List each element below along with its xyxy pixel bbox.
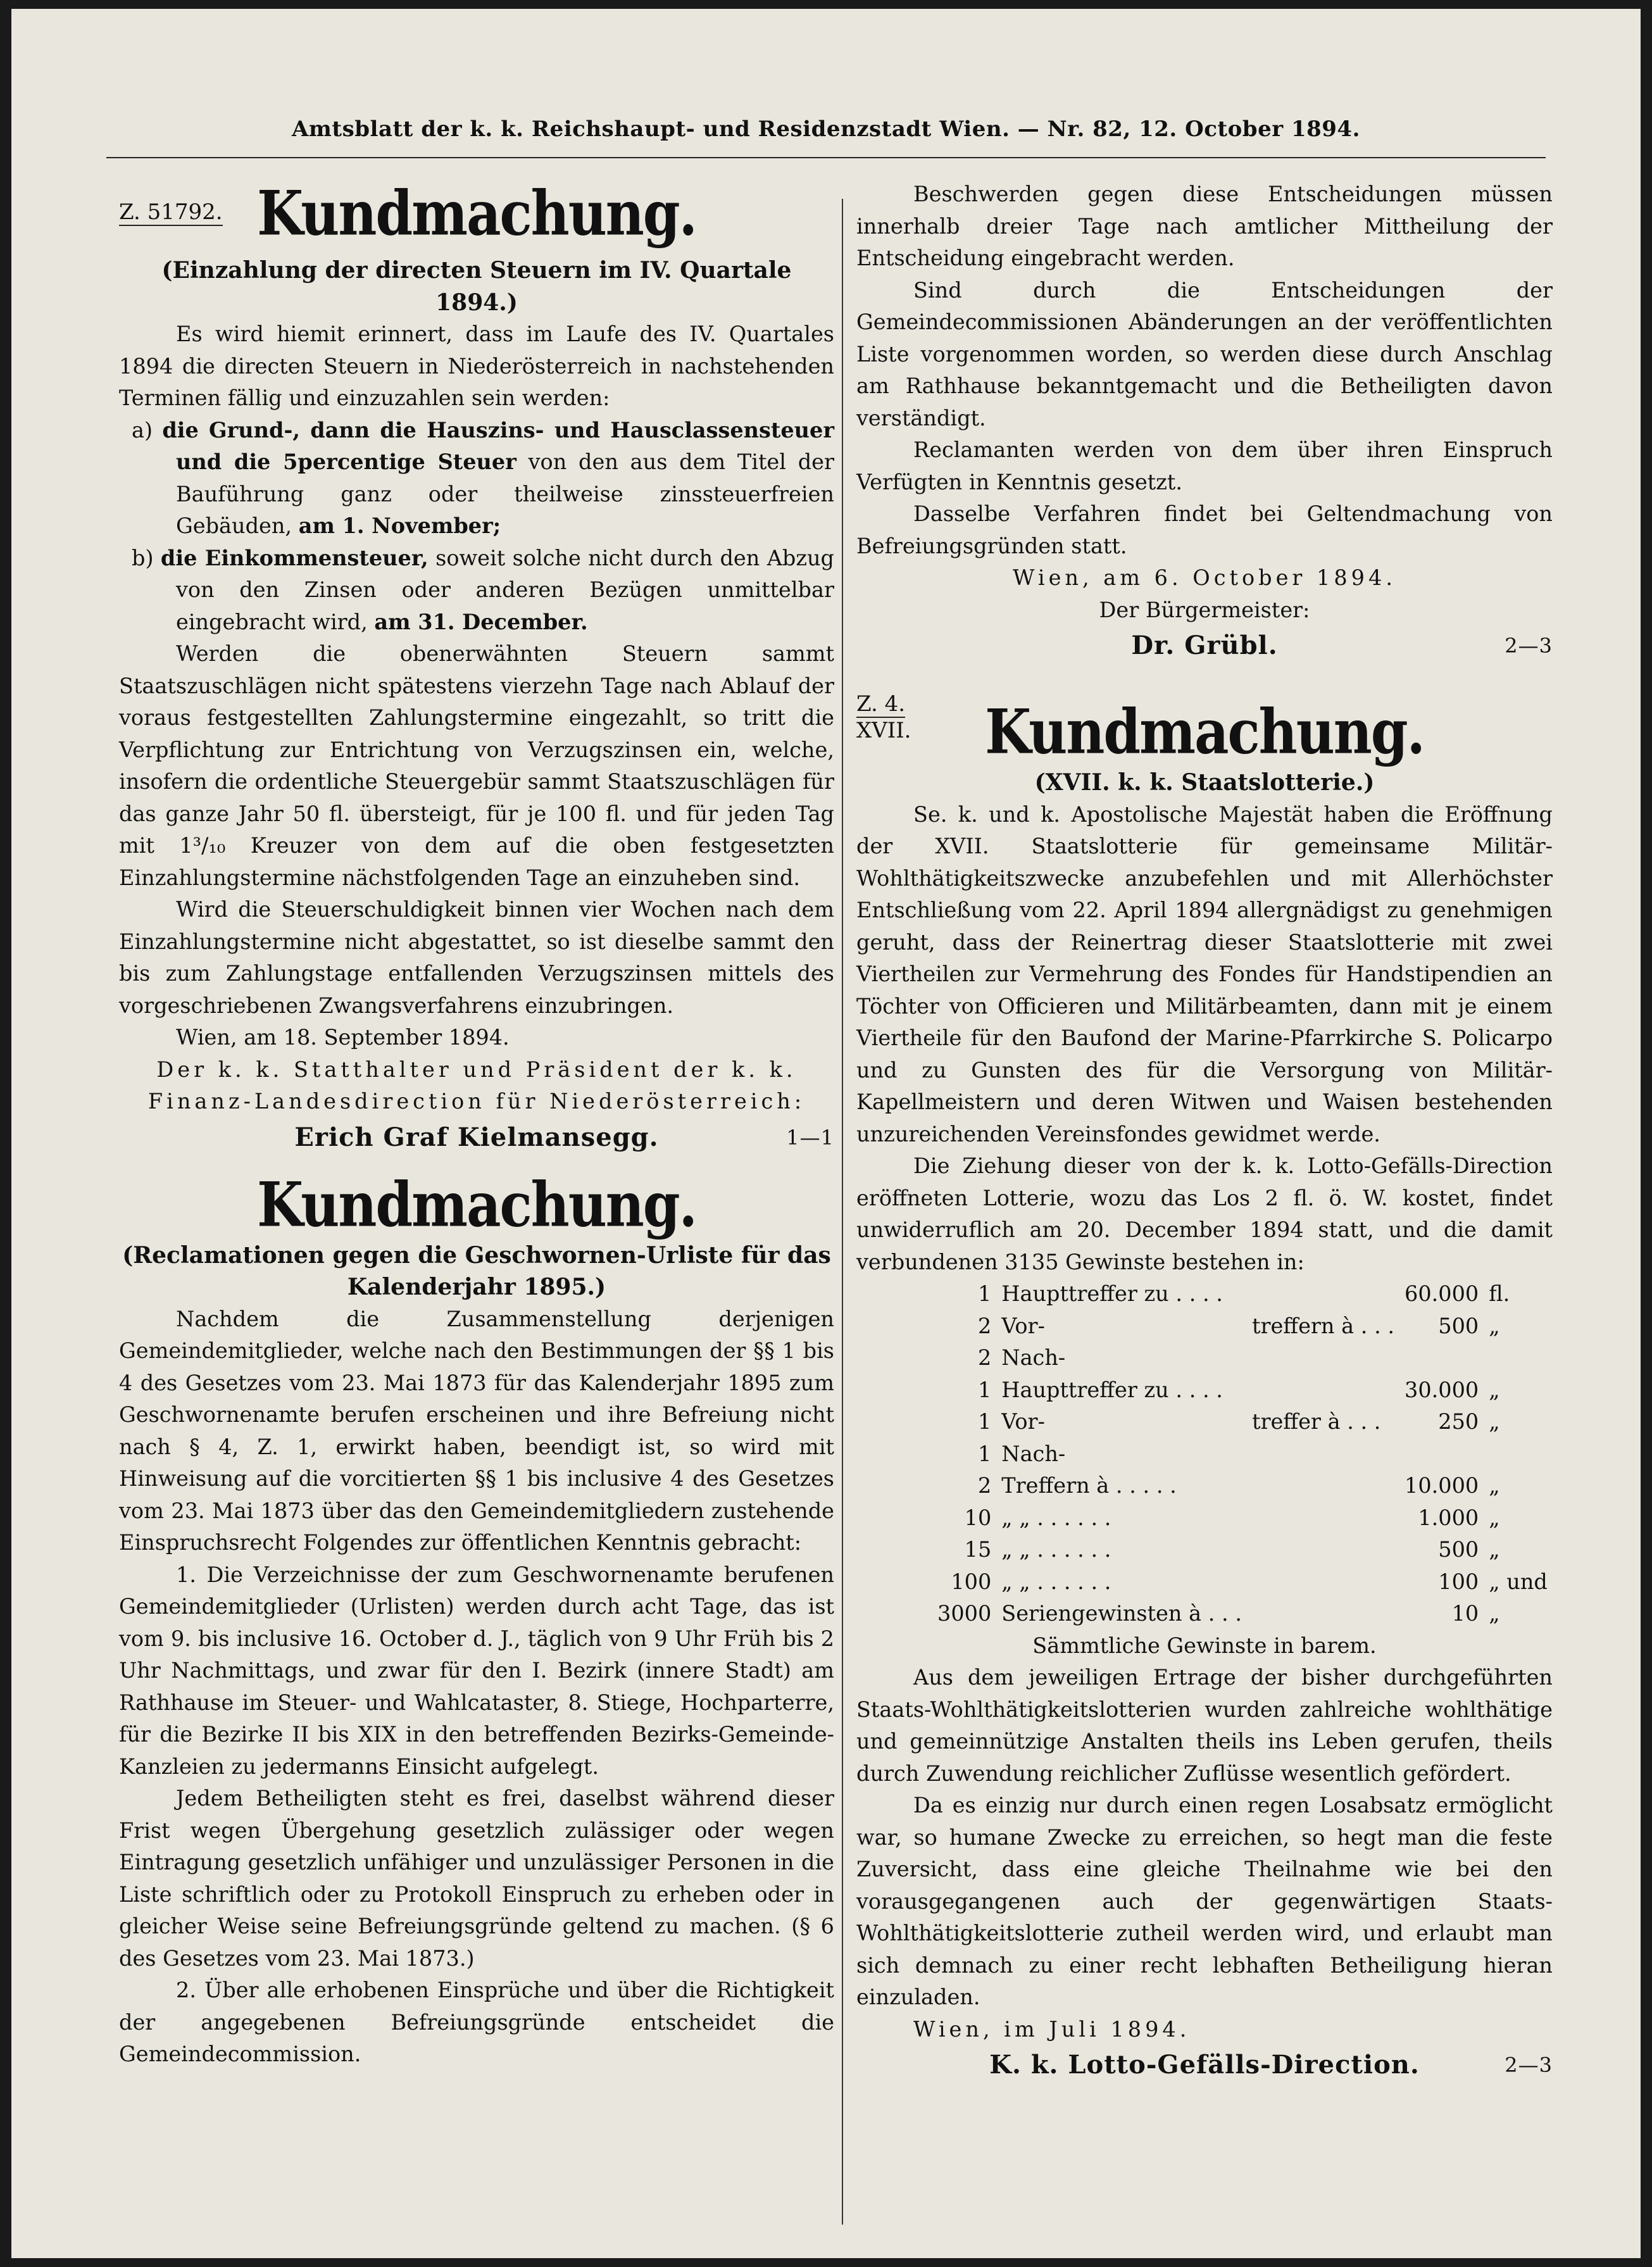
prize-count: 2 (977, 1313, 992, 1338)
notice1-signature-num: 1—1 (786, 1125, 834, 1150)
prize-label: „ „ . . . . . . (1001, 1569, 1111, 1594)
prize-brace (1247, 1502, 1399, 1535)
notice2-para2: 1. Die Verzeichnisse der zum Geschwornenamte berufenen Gemeindemitglieder (Urlisten) werden durch acht Tage, das ist vom 9. bis inclusive 16. October d. J., täglich von 9 Uhr Früh bis 2 Uhr Nachmittags, und zwar für den I. Bezirk (innere Stadt) am Rathhause im Steuer- und Wahlcataster, 8. Stiege, Hochparterre, für die Bezirke II bis XIX in den betreffenden Bezirks-Gemeinde-Kanzleien zu jedermanns Einsicht aufgelegt. (119, 1562, 834, 1779)
prize-amount: 60.000 (1405, 1281, 1479, 1306)
notice1-headline (119, 179, 834, 254)
prize-count: 2 (977, 1345, 992, 1370)
column-divider (842, 199, 843, 2225)
prize-brace (1247, 1278, 1399, 1310)
notice2-para4: 2. Über alle erhobenen Einsprüche und über die Richtigkeit der angegebenen Befreiungsgründe entscheidet die Gemeindecommission. (119, 1978, 834, 2066)
prize-count: 1 (977, 1281, 992, 1306)
prizes-note: Sämmtliche Gewinste in barem. (1032, 1633, 1377, 1658)
prize-amount: 250 (1438, 1409, 1479, 1434)
prize-unit: fl. (1489, 1281, 1510, 1306)
prize-row (932, 1342, 1553, 1374)
notice2-para3: Jedem Betheiligten steht es frei, daselbst während dieser Frist wegen Übergehung gesetzlich zulässiger oder wegen Eintragung gesetzlich unfähiger und unzulässiger Personen in die Liste schriftlich oder zu Protokoll Einspruch zu erheben oder in gleicher Weise seine Befreiungsgründe geltend zu machen. (§ 6 des Gesetzes vom 23. Mai 1873.) (119, 1786, 834, 1971)
prize-row (932, 1502, 1553, 1535)
notice1-authority: Der k. k. Statthalter und Präsident der k. k. Finanz-Landesdirection für Niederösterreich: (147, 1057, 806, 1114)
prize-amount: 500 (1438, 1537, 1479, 1562)
notice1-para3: Wird die Steuerschuldigkeit binnen vier Wochen nach dem Einzahlungstermine nicht abgestattet, so ist dieselbe sammt den bis zum Zahlungstage entfallenden Verzugszinsen mittels des vorgeschriebenen Zwangsverfahrens einzubringen. (119, 897, 834, 1018)
notice1-para2: Werden die obenerwähnten Steuern sammt Staatszuschlägen nicht spätestens vierzehn Tage nach Ablauf der voraus festgestellten Zahlungstermine eingezahlt, so tritt die Verpflichtung zur Entrichtung von Verzugszinsen ein, welche, insofern die ordentliche Steuergebür sammt Staatszuschlägen für das ganze Jahr 50 fl. übersteigt, für je 100 fl. und für jeden Tag mit 1³/₁₀ Kreuzer von dem auf die oben festgesetzten Einzahlungstermine nächstfolgenden Tage an einzuheben sind. (119, 641, 834, 890)
prize-label: „ „ . . . . . . (1001, 1537, 1111, 1562)
cont-signature: Dr. Grübl. (1131, 631, 1278, 660)
prize-brace (1247, 1470, 1399, 1502)
prize-amount (1399, 1438, 1484, 1471)
notice3-ref2: XVII. (856, 718, 911, 743)
prize-count: 100 (951, 1569, 992, 1594)
prize-label: Haupttreffer zu . . . . (1001, 1377, 1223, 1402)
prize-count: 10 (964, 1505, 992, 1530)
prize-brace (1247, 1566, 1399, 1598)
prize-row (932, 1278, 1553, 1310)
prize-amount: 10.000 (1405, 1473, 1479, 1498)
notice1-signature: Erich Graf Kielmansegg. (294, 1122, 659, 1152)
prize-label: „ „ . . . . . . (1001, 1505, 1111, 1530)
prize-unit: „ (1489, 1505, 1500, 1530)
prize-brace (1247, 1534, 1399, 1566)
prize-unit (1484, 1342, 1553, 1374)
notice1-signature-row (119, 1118, 834, 1157)
prize-count: 3000 (937, 1601, 992, 1626)
prize-brace: treffern à . . . (1251, 1313, 1395, 1338)
prize-brace: treffer à . . . (1251, 1409, 1381, 1434)
prize-amount: 10 (1451, 1601, 1479, 1626)
prize-unit (1484, 1438, 1553, 1471)
prize-unit: „ (1489, 1377, 1500, 1402)
prize-count: 15 (964, 1537, 992, 1562)
notice1-heading: Kundmachung. (257, 177, 696, 249)
notice3-ref: Z. 4. XVII. (856, 691, 911, 743)
notice1-item-a: a) die Grund-, dann die Hauszins- und Hausclassensteuer und die 5percentige Steuer von den aus dem Titel der Bauführung ganz oder theilweise zinssteuerfreien Gebäuden, am 1. November; (132, 417, 834, 538)
prize-amount: 1.000 (1418, 1505, 1479, 1530)
prize-row (932, 1566, 1553, 1598)
notice3-headline (856, 684, 1553, 767)
notice1-dateline: Wien, am 18. September 1894. (176, 1025, 510, 1050)
notice1-intro: Es wird hiemit erinnert, dass im Laufe des IV. Quartales 1894 die directen Steuern in Niederösterreich in nachstehenden Terminen fällig und einzuzahlen sein werden: (119, 322, 834, 410)
notice1-ref: Z. 51792. (119, 199, 223, 225)
prize-row (932, 1406, 1553, 1438)
prize-unit: „ (1489, 1537, 1500, 1562)
prize-unit: „ (1489, 1601, 1500, 1626)
notice2-subtitle: (Reclamationen gegen die Geschwornen-Urliste für das Kalenderjahr 1895.) (122, 1241, 831, 1300)
running-title: Amtsblatt der k. k. Reichshaupt- und Residenzstadt Wien. — Nr. 82, 12. October 1894. (292, 116, 1360, 142)
notice3-para4: Da es einzig nur durch einen regen Losabsatz ermöglicht war, so humane Zwecke zu erreichen, so hegt man die feste Zuversicht, dass eine gleiche Theilnahme wie bei den vorausgegangenen auch der gegenwärtigen Staats-Wohlthätigkeitslotterie zutheil werden wird, und erlaubt man sich demnach zu einer recht lebhaften Betheiligung hieran einzuladen. (856, 1793, 1553, 2009)
page (11, 9, 1641, 2258)
prize-label: Haupttreffer zu . . . . (1001, 1281, 1223, 1306)
prize-brace (1247, 1342, 1399, 1374)
cont-signature-row (856, 626, 1553, 665)
prize-count: 1 (977, 1441, 992, 1466)
right-column (856, 179, 1553, 2085)
notice1-subtitle: (Einzahlung der directen Steuern im IV. Quartale 1894.) (161, 257, 792, 316)
notice3-subtitle: (XVII. k. k. Staatslotterie.) (1034, 769, 1375, 796)
cont-dateline: Wien, am 6. October 1894. (1013, 565, 1396, 590)
prize-label: Treffern à . . . . . (1001, 1473, 1177, 1498)
notice3-signature: K. k. Lotto-Gefälls-Direction. (989, 2050, 1420, 2080)
prize-label: Nach- (1001, 1345, 1066, 1370)
notice3-signature-num: 2—3 (1505, 2053, 1553, 2077)
prize-table (932, 1278, 1553, 1630)
prize-count: 1 (977, 1409, 992, 1434)
running-header (11, 116, 1641, 142)
prize-row (932, 1534, 1553, 1566)
notice3-para2: Die Ziehung dieser von der k. k. Lotto-Gefälls-Direction eröffneten Lotterie, wozu das Los 2 fl. ö. W. kostet, findet unwiderruflich am 20. December 1894 statt, und die damit verbundenen 3135 Gewinste bestehen in: (856, 1153, 1553, 1274)
prize-amount: 100 (1438, 1569, 1479, 1594)
prize-label: Vor- (1001, 1313, 1045, 1338)
notice3-para1: Se. k. und k. Apostolische Majestät haben die Eröffnung der XVII. Staatslotterie für gemeinsame Militär-Wohlthätigkeitszwecke anzubefehlen und mit Allerhöchster Entschließung vom 22. April 1894 allergnädigst zu genehmigen geruht, dass der Reinertrag dieser Staatslotterie mit zwei Viertheilen zur Vermehrung des Fondes für Handstipendien an Töchter von Officieren und Militärbeamten, dann mit je einem Viertheile für den Baufond der Marine-Pfarrkirche S. Policarpo und zu Gunsten des für die Versorgung von Militär-Kapellmeistern und deren Witwen und Waisen bestehenden unzureichenden Vereinsfondes gewidmet werde. (856, 801, 1553, 1146)
prize-unit: „ und (1489, 1569, 1548, 1594)
prize-label: Vor- (1001, 1409, 1045, 1434)
prize-amount: 500 (1438, 1313, 1479, 1338)
notice1-item-b: b) die Einkommensteuer, soweit solche nicht durch den Abzug von den Zinsen oder anderen Bezügen unmittelbar eingebracht wird, am 31. December. (132, 545, 835, 634)
prize-row (932, 1374, 1553, 1407)
notice2-para1: Nachdem die Zusammenstellung derjenigen Gemeindemitglieder, welche nach den Bestimmungen der §§ 1 bis 4 des Gesetzes vom 23. Mai 1873 für das Kalenderjahr 1895 zum Geschwornenamte berufen erscheinen und ihre Befreiung nicht nach § 4, Z. 1, erwirkt haben, beendigt ist, so wird mit Hinweisung auf die vorcitierten §§ 1 bis inclusive 4 des Gesetzes vom 23. Mai 1873 über das den Gemeindemitgliedern zustehende Einspruchsrecht Folgendes zur öffentlichen Kenntnis gebracht: (119, 1306, 834, 1555)
notice3-para3: Aus dem jeweiligen Ertrage der bisher durchgeführten Staats-Wohlthätigkeitslotterien wurden zahlreiche wohlthätige und gemeinnützige Anstalten theils ins Leben gerufen, theils durch Zuwendung reichlicher Zuflüsse wesentlich gefördert. (856, 1665, 1553, 1786)
cont-para2: Sind durch die Entscheidungen der Gemeindecommissionen Abänderungen an der veröffentlichten Liste vorgenommen worden, so werden diese durch Anschlag am Rathhause bekanntgemacht und die Betheiligten davon verständigt. (856, 277, 1553, 430)
prize-row (932, 1598, 1553, 1630)
header-rule (106, 157, 1546, 158)
notice2-heading: Kundmachung. (257, 1168, 696, 1240)
prize-unit: „ (1489, 1313, 1500, 1338)
cont-authority: Der Bürgermeister: (1099, 597, 1310, 622)
prize-row (932, 1438, 1553, 1471)
prize-label: Nach- (1001, 1441, 1066, 1466)
cont-para1: Beschwerden gegen diese Entscheidungen müssen innerhalb dreier Tage nach amtlicher Mittheilung der Entscheidung eingebracht werden. (856, 182, 1553, 270)
notice3-signature-row (856, 2045, 1553, 2085)
prize-label: Seriengewinsten à . . . (1001, 1601, 1242, 1626)
prize-brace (1247, 1438, 1399, 1471)
notice3-dateline: Wien, im Juli 1894. (913, 2016, 1191, 2042)
prize-brace (1247, 1374, 1399, 1407)
prize-amount: 30.000 (1405, 1377, 1479, 1402)
left-column (119, 179, 834, 2071)
cont-signature-num: 2—3 (1505, 634, 1553, 658)
prize-unit: „ (1489, 1473, 1500, 1498)
prize-count: 2 (977, 1473, 992, 1498)
cont-para4: Dasselbe Verfahren findet bei Geltendmachung von Befreiungsgründen statt. (856, 501, 1553, 558)
cont-para3: Reclamanten werden von dem über ihren Einspruch Verfügten in Kenntnis gesetzt. (856, 437, 1553, 494)
prize-brace (1247, 1598, 1399, 1630)
notice3-heading: Kundmachung. (985, 695, 1424, 768)
prize-unit: „ (1489, 1409, 1500, 1434)
prize-count: 1 (977, 1377, 992, 1402)
prize-amount (1399, 1342, 1484, 1374)
prize-row (932, 1310, 1553, 1343)
prize-row (932, 1470, 1553, 1502)
